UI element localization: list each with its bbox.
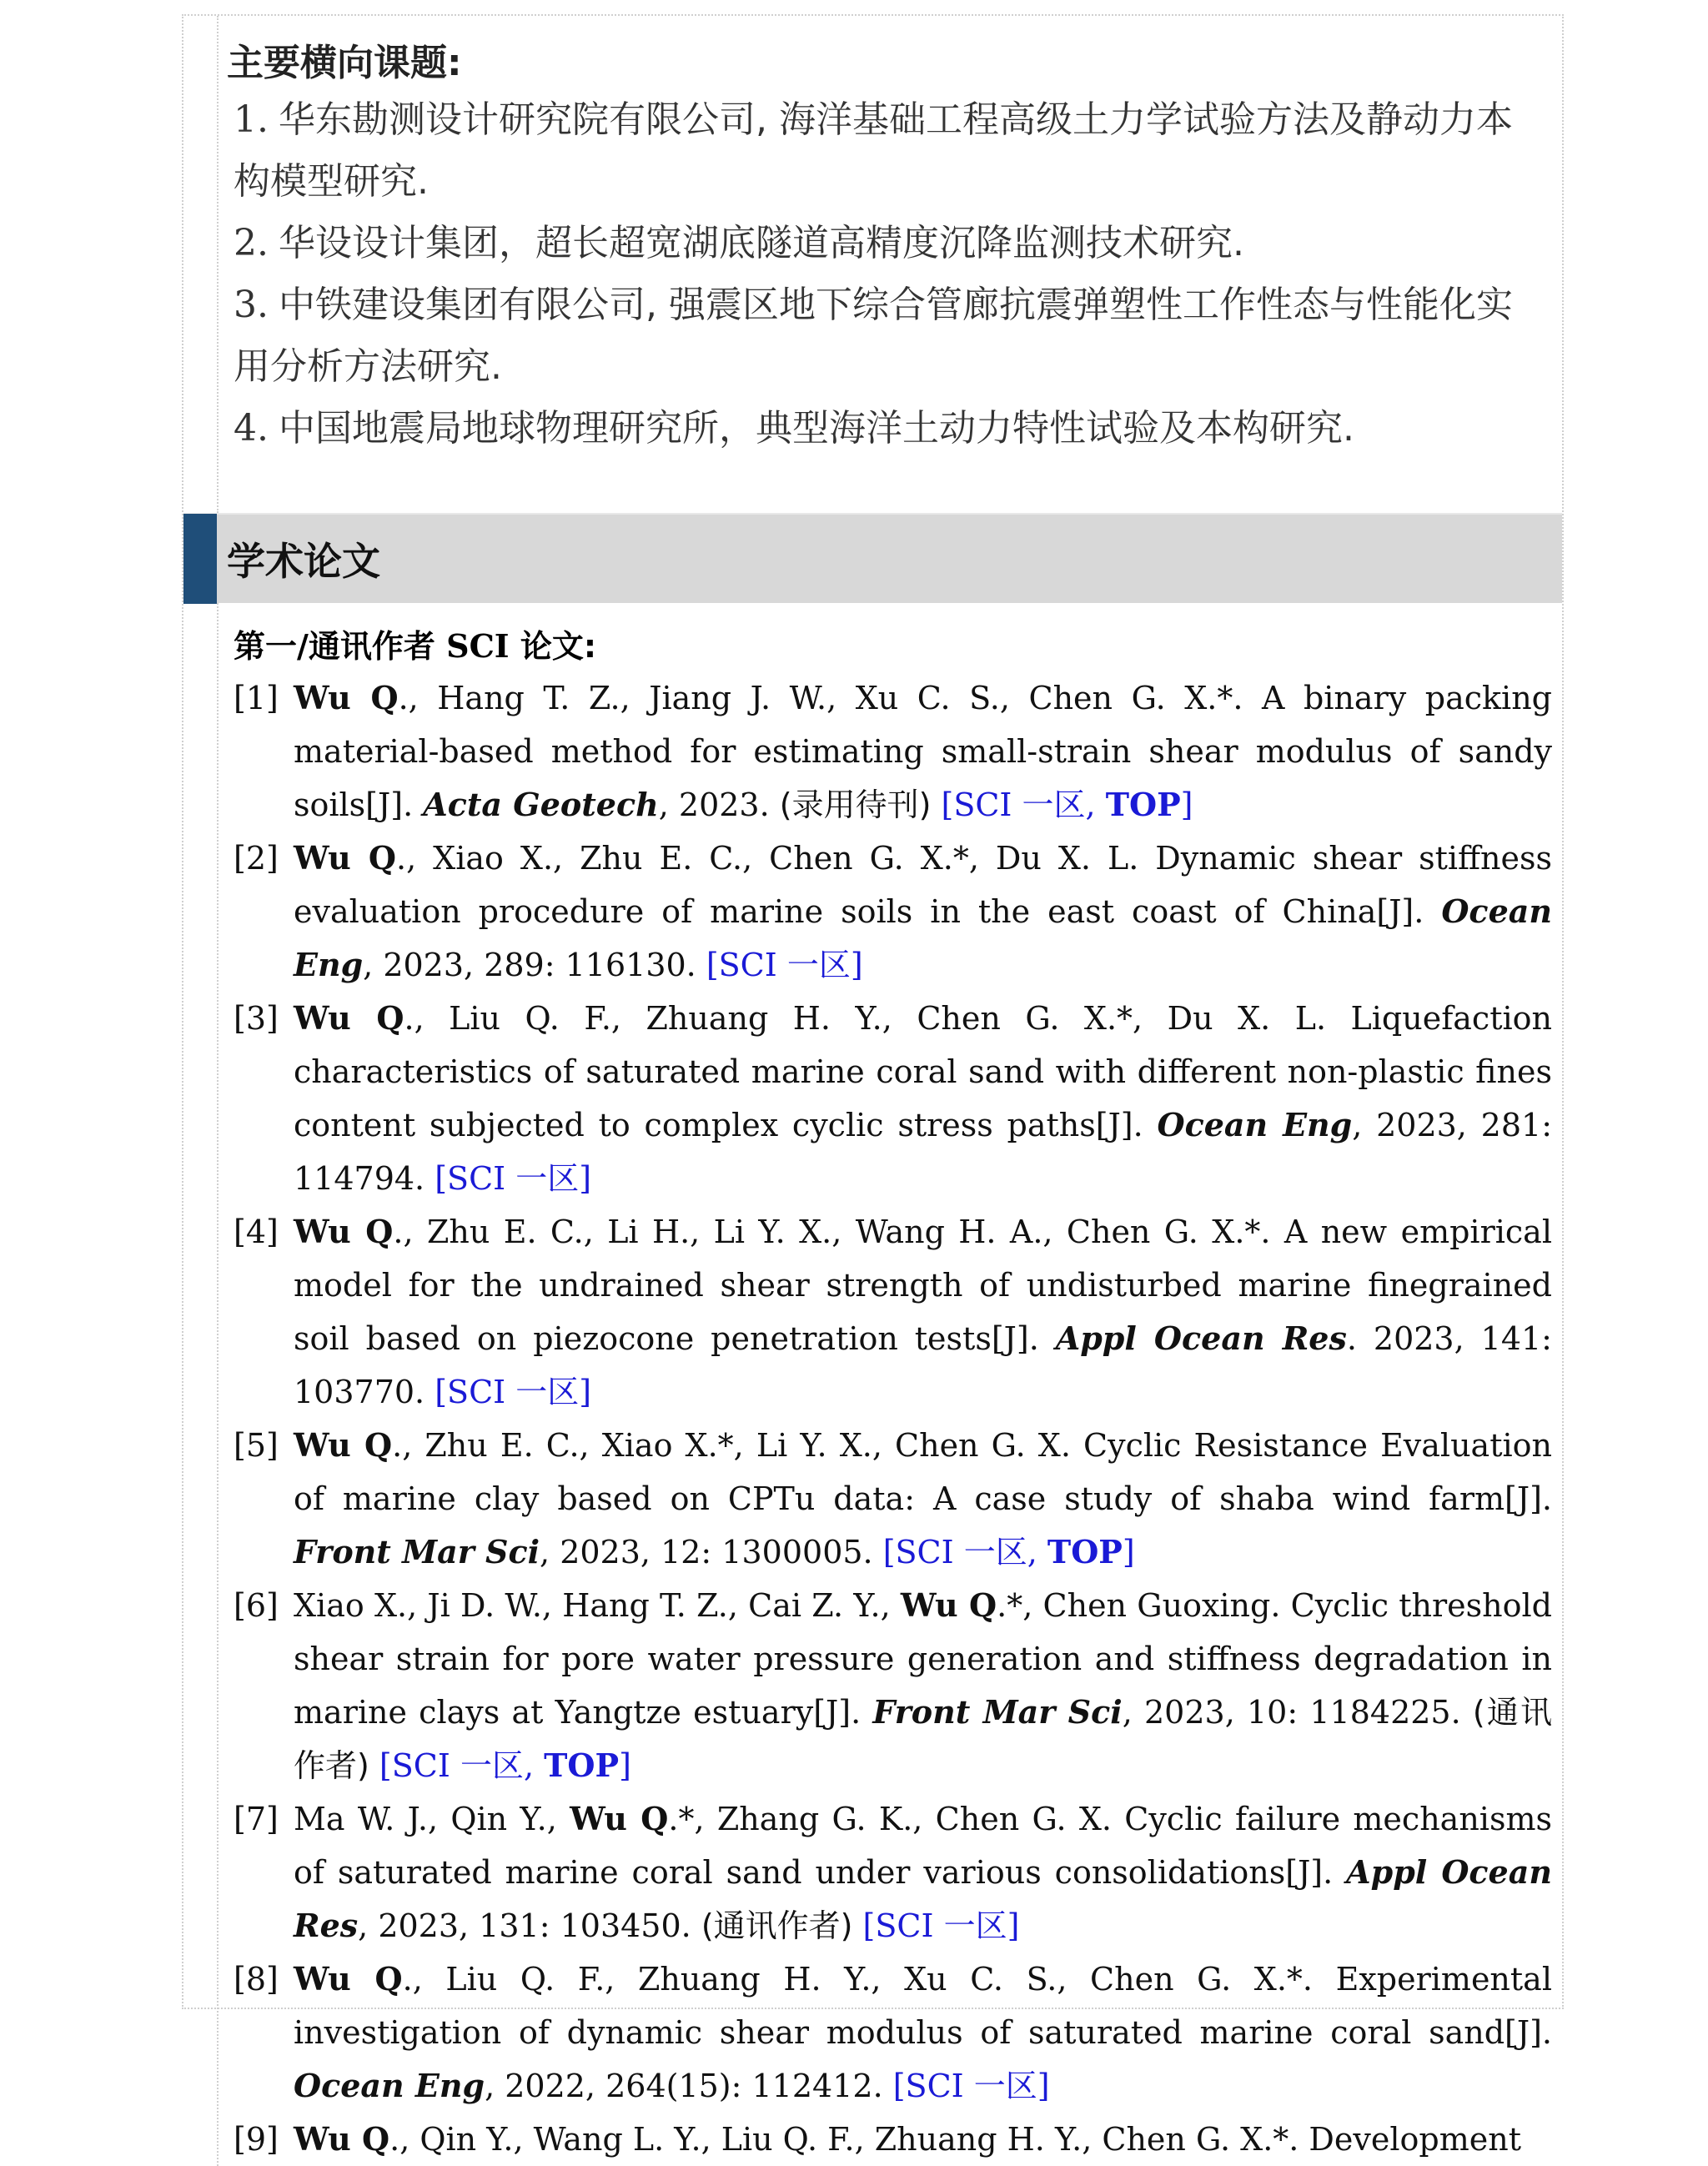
reference-body <box>294 671 1552 832</box>
reference-journal: Front Mar Sci <box>294 1533 540 1570</box>
section-marker <box>183 514 217 604</box>
tag-zone: 一区 <box>1022 786 1086 823</box>
reference-text: ., Qin Y., Wang L. Y., Liu Q. F., Zhuang H. Y., Chen G. X.*. Development <box>389 2121 1521 2158</box>
tag-open: [SCI <box>435 1160 516 1197</box>
project-text: 中铁建设集团有限公司, 强震区地下综合管廊抗震弹塑性工作性态与性能化实用分析方法研究. <box>234 284 1513 388</box>
reference-details: , 2023, 12: 1300005. <box>540 1534 883 1570</box>
reference-highlight-author: Wu Q <box>294 839 397 877</box>
project-text: 华东勘测设计研究院有限公司, 海洋基础工程高级土力学试验方法及静动力本构模型研究. <box>234 98 1513 203</box>
tag-close: ] <box>579 1374 592 1410</box>
tag-separator: , <box>1027 1534 1047 1570</box>
project-number: 4. <box>234 407 269 450</box>
reference-text: ., Zhu E. C., Li H., Li Y. X., Wang H. A., Chen G. X.*. A new empirical model for the undrained shear strength of undisturbed marine finegrained soil based on piezocone penetration tests[J]. <box>294 1214 1552 1357</box>
reference-body <box>294 1419 1552 1579</box>
project-number: 2. <box>234 222 269 264</box>
reference-item <box>234 1579 1552 1792</box>
reference-note: (通讯作者) <box>701 1907 863 1944</box>
tag-close: ] <box>850 947 863 983</box>
reference-details: , 2023, 131: 103450. <box>358 1907 701 1944</box>
reference-index: [7] <box>234 1801 279 1837</box>
reference-details: , 2022, 264(15): 112412. <box>485 2068 893 2104</box>
papers-section-header <box>183 513 1562 603</box>
reference-highlight-author: Wu Q <box>570 1800 669 1837</box>
reference-text: .*, Zhang G. K., Chen G. X. Cyclic failure mechanisms of saturated marine coral sand under various consolidations[J]. <box>294 1801 1552 1891</box>
reference-index: [1] <box>234 680 279 716</box>
tag-open: [SCI <box>882 1534 964 1570</box>
project-number: 3. <box>234 284 269 326</box>
reference-tag <box>893 2068 1050 2104</box>
tag-open: [SCI <box>435 1374 516 1410</box>
reference-highlight-author: Wu Q <box>294 679 399 716</box>
tag-close: ] <box>1007 1907 1020 1944</box>
reference-text: ., Hang T. Z., Jiang J. W., Xu C. S., Chen G. X.*. A binary packing material-based method for estimating small-strain shear modulus of sandy soils[J]. <box>294 680 1552 823</box>
project-item <box>227 274 1549 398</box>
reference-index: [5] <box>234 1427 279 1464</box>
tag-open: [SCI <box>379 1747 460 1784</box>
reference-text: .*, Chen Guoxing. Cyclic threshold shear strain for pore water pressure generation and stiffness degradation in marine clays at Yangtze estuary[J]. <box>294 1587 1552 1731</box>
reference-highlight-author: Wu Q <box>294 1213 394 1250</box>
tag-top: TOP <box>1105 786 1181 823</box>
papers-section-title: 学术论文 <box>227 539 380 584</box>
reference-text: ., Xiao X., Zhu E. C., Chen G. X.*, Du X. L. Dynamic shear stiffness evaluation procedure of marine soils in the east coast of China[J]. <box>294 840 1552 930</box>
reference-item <box>234 992 1552 1205</box>
project-text: 华设设计集团，超长超宽湖底隧道高精度沉降监测技术研究. <box>278 222 1244 264</box>
reference-index: [2] <box>234 840 279 877</box>
reference-tag <box>706 947 863 983</box>
reference-details: , 2023. <box>658 786 780 823</box>
reference-item <box>234 1419 1552 1579</box>
reference-journal: Ocean Eng <box>1157 1106 1353 1143</box>
reference-journal: Ocean Eng <box>294 2067 485 2104</box>
reference-highlight-author: Wu Q <box>294 999 404 1037</box>
reference-item <box>234 671 1552 832</box>
project-item <box>227 89 1549 213</box>
reference-tag <box>863 1907 1020 1944</box>
reference-details: , 2023, 10: 1184225. <box>1122 1694 1473 1731</box>
tag-close: ] <box>619 1747 631 1784</box>
reference-item <box>234 832 1552 992</box>
reference-text: ., Liu Q. F., Zhuang H. Y., Xu C. S., Chen G. X.*. Experimental investigation of dynamic shear modulus of saturated marine coral sand[J]. <box>294 1961 1552 2051</box>
reference-text: ., Zhu E. C., Xiao X.*, Li Y. X., Chen G. X. Cyclic Resistance Evaluation of marine clay based on CPTu data: A case study of shaba wind farm[J]. <box>294 1427 1552 1517</box>
reference-journal: Ocean Eng <box>294 892 1552 983</box>
tag-separator: , <box>523 1747 545 1784</box>
reference-highlight-author: Wu Q <box>294 1960 403 1998</box>
tag-separator: , <box>1085 786 1106 823</box>
reference-body <box>294 832 1552 992</box>
sub-heading-part: 论文: <box>520 628 597 665</box>
tag-zone: 一区 <box>963 1534 1027 1570</box>
reference-journal: Appl Ocean Res <box>1055 1319 1347 1357</box>
project-item <box>227 213 1549 274</box>
tag-close: ] <box>579 1160 592 1197</box>
reference-item <box>234 2113 1552 2166</box>
tag-zone: 一区 <box>786 947 851 983</box>
papers-list <box>217 603 1565 2166</box>
reference-tag <box>942 786 1193 823</box>
reference-highlight-author: Wu Q <box>294 1426 393 1464</box>
tag-top: TOP <box>1047 1533 1123 1570</box>
tag-open: [SCI <box>941 786 1022 823</box>
reference-item <box>234 1792 1552 1952</box>
reference-highlight-author: Wu Q <box>294 2120 390 2158</box>
reference-body <box>294 2113 1552 2166</box>
reference-details: , 2023, 289: 116130. <box>363 947 706 983</box>
sub-heading-part: 第一/通讯作者 <box>234 628 435 665</box>
reference-body <box>294 1792 1552 1952</box>
tag-open: [SCI <box>892 2068 974 2104</box>
project-item <box>227 398 1549 460</box>
reference-index: [9] <box>234 2121 279 2158</box>
papers-sub-heading <box>234 621 1552 671</box>
tag-open: [SCI <box>862 1907 944 1944</box>
project-text: 中国地震局地球物理研究所，典型海洋土动力特性试验及本构研究. <box>278 407 1354 450</box>
project-number: 1. <box>234 98 269 141</box>
reference-pre-authors: Xiao X., Ji D. W., Hang T. Z., Cai Z. Y., <box>294 1587 901 1624</box>
reference-journal: Front Mar Sci <box>872 1693 1123 1731</box>
tag-open: [SCI <box>706 947 787 983</box>
tag-close: ] <box>1180 786 1193 823</box>
reference-index: [6] <box>234 1587 279 1624</box>
tag-close: ] <box>1122 1534 1135 1570</box>
reference-list <box>234 671 1552 2166</box>
tag-close: ] <box>1037 2068 1050 2104</box>
reference-tag <box>435 1160 591 1197</box>
reference-text: ., Liu Q. F., Zhuang H. Y., Chen G. X.*, Du X. L. Liquefaction characteristics of saturated marine coral sand with different non-plastic fines content subjected to complex cyclic stress paths[J]. <box>294 1000 1552 1143</box>
projects-heading: 主要横向课题: <box>227 42 462 84</box>
document-page <box>182 14 1564 2158</box>
tag-zone: 一区 <box>460 1747 524 1784</box>
tag-zone: 一区 <box>973 2068 1037 2104</box>
reference-item <box>234 1205 1552 1419</box>
reference-index: [8] <box>234 1961 279 1998</box>
reference-item <box>234 1952 1552 2113</box>
reference-tag <box>379 1747 631 1784</box>
reference-body <box>294 1205 1552 1419</box>
reference-tag <box>435 1374 591 1410</box>
reference-highlight-author: Wu Q <box>900 1586 997 1624</box>
reference-note: (通讯作者) <box>294 1694 1553 1784</box>
reference-index: [3] <box>234 1000 279 1037</box>
reference-index: [4] <box>234 1214 279 1250</box>
reference-journal: Appl Ocean Res <box>294 1853 1552 1944</box>
reference-body <box>294 1579 1552 1792</box>
projects-section <box>217 16 1565 513</box>
reference-details: . 2023, 141: 103770. <box>294 1320 1552 1410</box>
reference-tag <box>883 1534 1135 1570</box>
reference-journal: Acta Geotech <box>423 786 659 823</box>
reference-note: (录用待刊) <box>779 786 942 823</box>
tag-zone: 一区 <box>515 1374 580 1410</box>
tag-zone: 一区 <box>515 1160 580 1197</box>
reference-body <box>294 992 1552 1205</box>
tag-zone: 一区 <box>943 1907 1007 1944</box>
tag-top: TOP <box>544 1746 620 1784</box>
reference-details: , 2023, 281: 114794. <box>294 1107 1553 1197</box>
sub-heading-part: SCI <box>435 627 520 665</box>
reference-body <box>294 1952 1552 2113</box>
reference-pre-authors: Ma W. J., Qin Y., <box>294 1801 570 1837</box>
